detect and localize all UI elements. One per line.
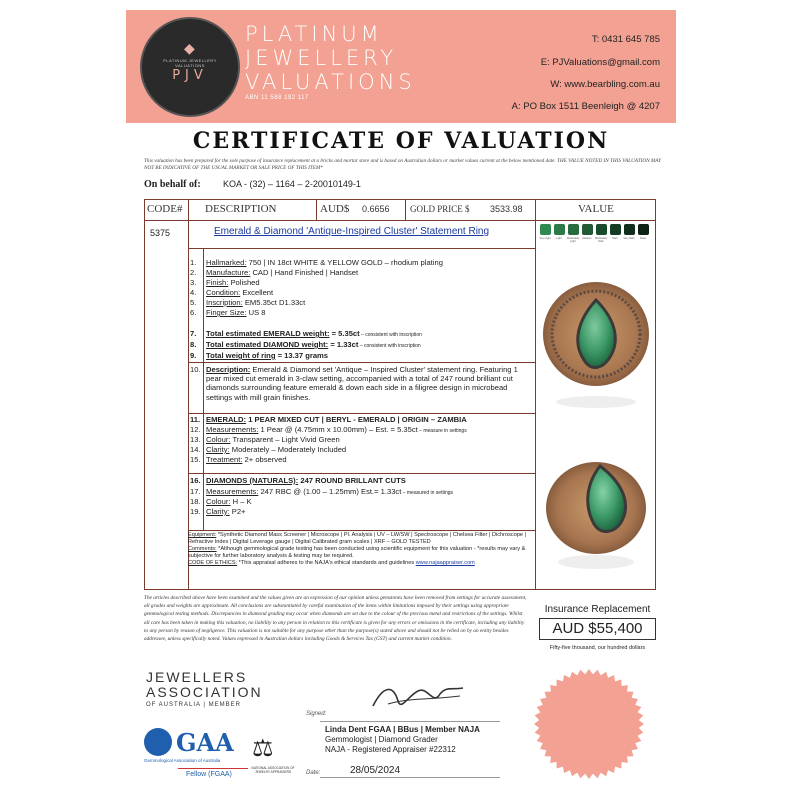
signature-line bbox=[320, 721, 500, 722]
row-label: Clarity: bbox=[206, 507, 230, 516]
swatch-label: Dark bbox=[612, 237, 618, 240]
colour-swatch bbox=[624, 224, 635, 235]
signer-registration: NAJA - Registered Appraiser #22312 bbox=[325, 745, 456, 754]
row-label: Finish: bbox=[206, 278, 229, 287]
logo-small-text: PLATINUM JEWELLERY VALUATIONS bbox=[163, 58, 217, 68]
association-line: ASSOCIATION bbox=[146, 684, 263, 700]
row-divider bbox=[188, 473, 535, 474]
association-line: JEWELLERS bbox=[146, 669, 248, 685]
handwritten-signature bbox=[368, 676, 468, 718]
gaa-logo: GAA bbox=[176, 728, 234, 757]
row-value: H – K bbox=[230, 497, 252, 506]
swatch-label: Moderately Dark bbox=[595, 237, 608, 243]
naja-logo-text: NATIONAL ASSOCIATION OF JEWELRY APPRAISERS bbox=[251, 766, 295, 774]
diamond-icon: ◆ bbox=[184, 40, 195, 56]
colour-swatch bbox=[540, 224, 551, 235]
row-value: 247 RBC @ (1.00 – 1.25mm) Est.= 1.33ct bbox=[258, 487, 402, 496]
row-number: 17. bbox=[190, 487, 201, 496]
header-aud: AUD$ bbox=[320, 203, 350, 215]
colour-swatch bbox=[596, 224, 607, 235]
row-value: Polished bbox=[228, 278, 260, 287]
swatch-label: Very Dark bbox=[623, 237, 635, 240]
row-number: 10. bbox=[190, 365, 201, 374]
row-number: 14. bbox=[190, 445, 201, 454]
row-label: Colour: bbox=[206, 435, 231, 444]
row-value: 750 | IN 18ct WHITE & YELLOW GOLD – rhodium plating bbox=[246, 258, 443, 267]
brand-line: VALUATIONS bbox=[245, 70, 416, 94]
row-number: 16. bbox=[190, 476, 201, 485]
contact-email: E: PJValuations@gmail.com bbox=[540, 57, 660, 68]
number-column-divider bbox=[203, 248, 204, 530]
row-number: 9. bbox=[190, 351, 197, 360]
item-title: Emerald & Diamond 'Antique-Inspired Cluster' Statement Ring bbox=[214, 226, 490, 237]
row-note: – consistent with inscription bbox=[359, 332, 422, 338]
column-divider bbox=[535, 199, 536, 590]
swatch-label: Light bbox=[556, 237, 562, 240]
brand-line: PLATINUM bbox=[245, 22, 383, 46]
gaa-fellow: Fellow (FGAA) bbox=[186, 771, 232, 778]
row-value: CAD | Hand Finished | Handset bbox=[250, 268, 359, 277]
row-value: P2+ bbox=[229, 507, 246, 516]
row-value: 1 PEAR MIXED CUT | BERYL - EMERALD | ORIGIN – ZAMBIA bbox=[246, 415, 467, 424]
row-label: Total estimated DIAMOND weight: bbox=[206, 340, 329, 349]
header-aud-value: 0.6656 bbox=[362, 204, 390, 214]
brand-name bbox=[245, 22, 416, 94]
swatch-label: Deep bbox=[640, 237, 646, 240]
row-number: 4. bbox=[190, 288, 197, 297]
gaa-subtitle: Gemmological Association of Australia bbox=[144, 758, 221, 763]
row-number: 11. bbox=[190, 415, 201, 424]
row-value: = 1.33ct bbox=[328, 340, 359, 349]
row-number: 18. bbox=[190, 497, 201, 506]
testing-footnotes bbox=[188, 532, 533, 567]
equipment-text: *Synthetic Diamond Mass Screener | Microscope | Pl. Analysis | UV – LW/SW | Spectroscope | Chelsea Filter | Dichroscope | Refractive Index | Digital Leverage gauge | Digital Calibrated gram scales | XRF – GOLD TESTED bbox=[188, 532, 527, 545]
signer-details bbox=[325, 725, 480, 755]
gaa-emblem-icon bbox=[144, 728, 172, 756]
row-value: = 13.37 grams bbox=[275, 351, 329, 360]
row-divider bbox=[188, 362, 535, 363]
ethics-text: *This appraisal adheres to the NAJA's ethical standards and guidelines bbox=[237, 560, 416, 566]
column-divider bbox=[405, 199, 406, 221]
header-gold-value: 3533.98 bbox=[490, 204, 523, 214]
row-value: Excellent bbox=[240, 288, 274, 297]
row-number: 3. bbox=[190, 278, 197, 287]
swatch-label: Medium bbox=[582, 237, 592, 240]
row-label: Hallmarked: bbox=[206, 258, 247, 267]
on-behalf-label: On behalf of: bbox=[144, 179, 201, 190]
row-divider bbox=[188, 248, 535, 249]
description-text: Emerald & Diamond set 'Antique – Inspired Cluster' statement ring. Featuring 1 pear mixed cut emerald in 3-claw setting, accompanied with a total of 247 round brilliant cut diamonds surrounding feature emerald & down each side in a filigree design in microbead settings with mill grain finishes. bbox=[206, 365, 518, 402]
colour-swatch bbox=[568, 224, 579, 235]
insurance-value: AUD $55,400 bbox=[539, 618, 656, 640]
contact-website: W: www.bearbling.com.au bbox=[550, 79, 660, 90]
column-divider bbox=[316, 199, 317, 221]
row-value: = 5.35ct bbox=[329, 329, 360, 338]
row-label: Colour: bbox=[206, 497, 231, 506]
divider bbox=[178, 768, 248, 769]
row-number: 7. bbox=[190, 329, 197, 338]
contact-address: A: PO Box 1511 Beenleigh @ 4207 bbox=[511, 101, 660, 112]
header-description: DESCRIPTION bbox=[205, 203, 277, 215]
row-note: – measure in settings bbox=[417, 428, 467, 434]
header-gold: GOLD PRICE $ bbox=[410, 204, 470, 214]
row-number: 12. bbox=[190, 425, 201, 434]
date-label: Date: bbox=[306, 770, 321, 776]
row-value: Moderately – Moderately Included bbox=[229, 445, 347, 454]
colour-swatch bbox=[582, 224, 593, 235]
row-value: Transparent – Light Vivid Green bbox=[230, 435, 340, 444]
header-value: VALUE bbox=[578, 203, 614, 215]
association-line: OF AUSTRALIA | MEMBER bbox=[146, 702, 241, 708]
row-label: Total estimated EMERALD weight: bbox=[206, 329, 330, 338]
row-value: 2+ observed bbox=[242, 455, 287, 464]
logo-monogram: PJV bbox=[172, 68, 208, 83]
row-note: – measured in settings bbox=[401, 490, 454, 496]
row-number: 8. bbox=[190, 340, 197, 349]
row-number: 15. bbox=[190, 455, 201, 464]
row-divider bbox=[188, 413, 535, 414]
naja-link[interactable]: www.najaappraiser.com bbox=[415, 560, 475, 566]
row-value: 1 Pear @ (4.75mm x 10.00mm) – Est. = 5.35ct bbox=[258, 425, 418, 434]
row-label: Manufacture: bbox=[206, 268, 251, 277]
swatch-label: Moderately Light bbox=[567, 237, 580, 243]
ethics-label: CODE OF ETHICS: bbox=[188, 560, 238, 566]
equipment-label: Equipment: bbox=[188, 532, 217, 538]
ring-photo-top bbox=[540, 280, 652, 460]
colour-swatch bbox=[554, 224, 565, 235]
row-label: DIAMONDS (NATURALS): bbox=[206, 476, 299, 485]
legal-disclaimer: The articles described above have been examined and the values given are an expression of our opinion unless gemstones have been removed from settings for accurate assessment, all grades and weights are approximate. All conclusions are substantiated by careful examination of the items within limitations imposed by their settings using appropriate gemmological testing methods. Discrepancies in diamond grading may occur when diamonds are set due to the colour of the precious metal and restrictions of the settings. Whilst all care has been taken in making this valuation, no liability to any person in relation to this certificate is given for any errors or omissions in the certificate, including any liability to any person by reason of negligence. This valuation is not suitable for any purpose other than the purpose(s) stated above and should not be relied on by an entity besides addressee, unless specifically noted. Values expressed in Australian dollars including Goods & Services Tax (GST) and current market condition. bbox=[144, 595, 527, 643]
row-number: 2. bbox=[190, 268, 197, 277]
row-value: US 8 bbox=[246, 308, 266, 317]
row-label: Treatment: bbox=[206, 455, 243, 464]
abn-number: ABN 11 588 192 117 bbox=[245, 95, 309, 101]
row-label: Total weight of ring bbox=[206, 351, 276, 360]
comments-text: *Although gemmological grade testing has been conducted using scientific equipment for this valuation - *results may vary & subjective for further laboratory analysis & testing may be required. bbox=[188, 546, 526, 559]
valuation-date: 28/05/2024 bbox=[350, 765, 401, 776]
row-label: Inscription: bbox=[206, 298, 243, 307]
row-number: 13. bbox=[190, 435, 201, 444]
row-label: Measurements: bbox=[206, 425, 259, 434]
row-number: 1. bbox=[190, 258, 197, 267]
signer-name: Linda Dent FGAA | BBus | Member NAJA bbox=[325, 725, 480, 734]
page-title: CERTIFICATE OF VALUATION bbox=[192, 128, 610, 154]
item-code: 5375 bbox=[150, 228, 171, 238]
row-label: Measurements: bbox=[206, 487, 259, 496]
swatch-label: Very Light bbox=[539, 237, 551, 240]
signed-label: Signed: bbox=[306, 711, 327, 717]
colour-swatch bbox=[610, 224, 621, 235]
row-label: Description: bbox=[206, 365, 251, 374]
insurance-value-words: Fifty-five thousand, our hundred dollars bbox=[549, 645, 646, 651]
colour-swatch bbox=[638, 224, 649, 235]
row-number: 5. bbox=[190, 298, 197, 307]
row-label: Finger Size: bbox=[206, 308, 247, 317]
row-value: EM5.35ct D1.33ct bbox=[242, 298, 306, 307]
intro-statement: This valuation has been prepared for the sole purpose of insurance replacement at a bricks and mortar store and is based on Australian dollars or market values current at the below mentioned date. THE VALUE NOTED IN THIS VALUATION MAY NOT BE INDICATIVE OF THE USUAL MARKET OR SALE PRICE OF THIS ITEM* bbox=[144, 158, 661, 171]
header-code: CODE# bbox=[147, 203, 183, 215]
jewellers-association-logo bbox=[146, 670, 263, 708]
signer-title: Gemmologist | Diamond Grader bbox=[325, 735, 438, 744]
on-behalf-value: KOA - (32) – 1164 – 2-20010149-1 bbox=[223, 179, 361, 189]
row-label: Condition: bbox=[206, 288, 241, 297]
insurance-label: Insurance Replacement bbox=[544, 604, 651, 615]
embossed-seal bbox=[533, 668, 645, 780]
row-number: 6. bbox=[190, 308, 197, 317]
brand-line: JEWELLERY bbox=[245, 46, 398, 70]
row-number: 19. bbox=[190, 507, 201, 516]
contact-phone: T: 0431 645 785 bbox=[591, 34, 660, 45]
comments-label: Comments: bbox=[188, 546, 217, 552]
scales-icon: ⚖ bbox=[252, 735, 274, 762]
ring-photo-side bbox=[540, 458, 652, 596]
row-label: Clarity: bbox=[206, 445, 230, 454]
row-label: EMERALD: bbox=[206, 415, 247, 424]
row-note: – consistent with inscription bbox=[358, 343, 421, 349]
date-line bbox=[320, 777, 500, 778]
row-divider bbox=[188, 530, 535, 531]
row-value: 247 ROUND BRILLANT CUTS bbox=[298, 476, 406, 485]
